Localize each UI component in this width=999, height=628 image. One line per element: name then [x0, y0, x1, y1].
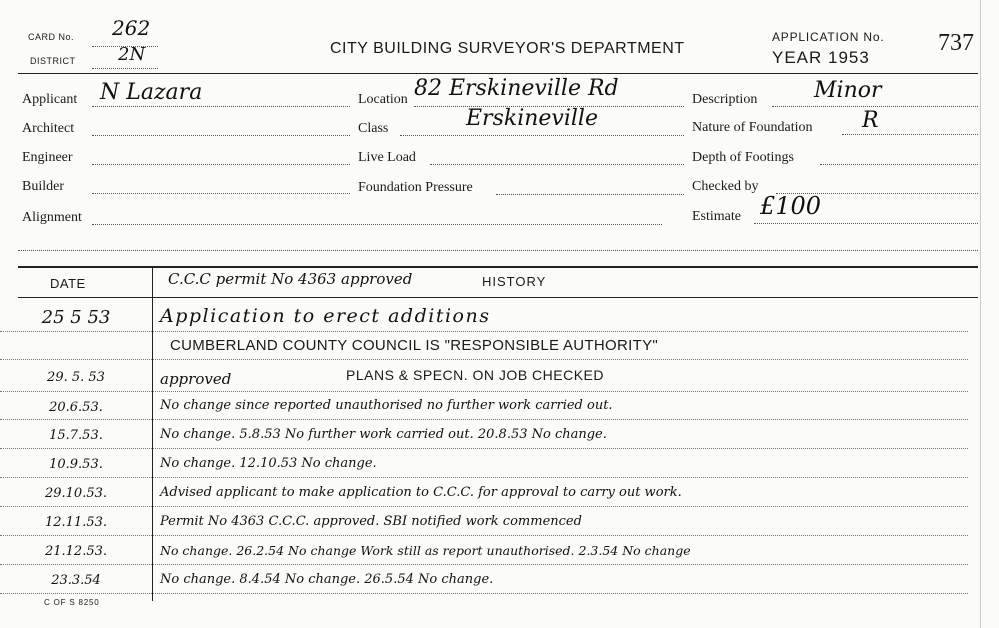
- history-header: HISTORY: [482, 274, 547, 289]
- estimate-line: [754, 223, 978, 224]
- live-load-label: Live Load: [358, 150, 416, 165]
- class-line: [400, 135, 684, 136]
- history-row-entry: No change. 26.2.54 No change Work still as report unauthorised. 2.3.54 No change: [160, 543, 691, 558]
- checked-by-label: Checked by: [692, 179, 759, 194]
- history-row-date: 15.7.53.: [49, 428, 103, 443]
- history-row-date: 29.10.53.: [44, 486, 108, 501]
- row-line: [0, 477, 968, 478]
- class-label: Class: [358, 121, 389, 136]
- location-label: Location: [358, 92, 408, 107]
- district-value: 2N: [118, 44, 146, 65]
- description-line: [772, 106, 978, 107]
- history-row-entry: No change. 12.10.53 No change.: [160, 456, 377, 471]
- fields-bottom-line: [18, 250, 978, 251]
- row-line: [0, 419, 968, 420]
- row-line: [0, 391, 968, 392]
- history-row-date: 10.9.53.: [49, 457, 103, 472]
- live-load-line: [430, 164, 684, 165]
- row-line: [0, 506, 968, 507]
- application-no-label: APPLICATION No.: [772, 30, 885, 44]
- description-value: Minor: [814, 78, 882, 103]
- row-line: [0, 564, 968, 565]
- history-row-entry: No change. 8.4.54 No change. 26.5.54 No change.: [160, 572, 494, 587]
- form-code: C OF S 8250: [44, 598, 100, 607]
- alignment-line: [92, 224, 662, 225]
- foundation-pressure-label: Foundation Pressure: [358, 180, 473, 195]
- card-no-label: CARD No.: [28, 32, 75, 42]
- history-row-date: 12.11.53.: [44, 515, 108, 530]
- applicant-line: [92, 106, 350, 107]
- architect-line: [92, 135, 350, 136]
- year-label: YEAR 1953: [772, 48, 870, 67]
- depth-of-footings-line: [820, 164, 978, 165]
- row-line: [0, 535, 968, 536]
- architect-label: Architect: [22, 121, 75, 136]
- nature-of-foundation-line: [842, 134, 978, 135]
- history-row-date: 29. 5. 53: [47, 370, 105, 385]
- card-edge: [980, 0, 981, 628]
- estimate-label: Estimate: [692, 209, 741, 224]
- date-column-divider: [152, 266, 153, 601]
- department-title: CITY BUILDING SURVEYOR'S DEPARTMENT: [330, 40, 685, 57]
- history-row-entry: No change since reported unauthorised no further work carried out.: [160, 398, 613, 413]
- builder-label: Builder: [22, 179, 64, 194]
- application-no-value: 737: [938, 30, 974, 56]
- history-row-date: 20.6.53.: [49, 400, 103, 415]
- foundation-pressure-line: [496, 194, 684, 195]
- history-top-rule: [18, 266, 978, 268]
- history-row-entry: approved: [160, 370, 232, 388]
- history-header-note: C.C.C permit No 4363 approved: [168, 270, 413, 288]
- history-row-entry: No change. 5.8.53 No further work carried out. 20.8.53 No change.: [160, 427, 607, 442]
- alignment-label: Alignment: [22, 210, 82, 225]
- district-line: [92, 68, 158, 69]
- applicant-label: Applicant: [22, 92, 78, 107]
- date-header: DATE: [50, 276, 86, 291]
- row-line: [0, 331, 968, 332]
- authority-stamp: CUMBERLAND COUNTY COUNCIL IS "RESPONSIBLE AUTHORITY": [170, 337, 658, 354]
- row-line: [0, 593, 968, 594]
- engineer-line: [92, 164, 350, 165]
- class-value: Erskineville: [466, 106, 598, 131]
- history-row-entry: Permit No 4363 C.C.C. approved. SBI notified work commenced: [160, 514, 582, 529]
- row-line: [0, 448, 968, 449]
- row-line: [0, 359, 968, 360]
- nature-of-foundation-label: Nature of Foundation: [692, 120, 813, 135]
- district-label: DISTRICT: [30, 56, 76, 66]
- depth-of-footings-label: Depth of Footings: [692, 150, 794, 165]
- history-header-rule: [18, 297, 978, 298]
- estimate-value: £100: [760, 192, 822, 220]
- nature-of-foundation-value: R: [862, 108, 879, 133]
- card-no-value: 262: [112, 16, 151, 40]
- engineer-label: Engineer: [22, 150, 73, 165]
- history-row-entry: Application to erect additions: [160, 305, 491, 327]
- applicant-value: N Lazara: [100, 80, 203, 105]
- history-row-date: 25 5 53: [41, 307, 111, 328]
- history-row-date: 23.3.54: [51, 573, 101, 588]
- history-row-date: 21.12.53.: [44, 544, 108, 559]
- location-value: 82 Erskineville Rd: [414, 76, 619, 101]
- header-rule: [18, 73, 978, 74]
- history-row-entry: Advised applicant to make application to C.C.C. for approval to carry out work.: [160, 485, 682, 500]
- description-label: Description: [692, 92, 758, 107]
- plans-checked-stamp: PLANS & SPECN. ON JOB CHECKED: [346, 367, 605, 383]
- builder-line: [92, 193, 350, 194]
